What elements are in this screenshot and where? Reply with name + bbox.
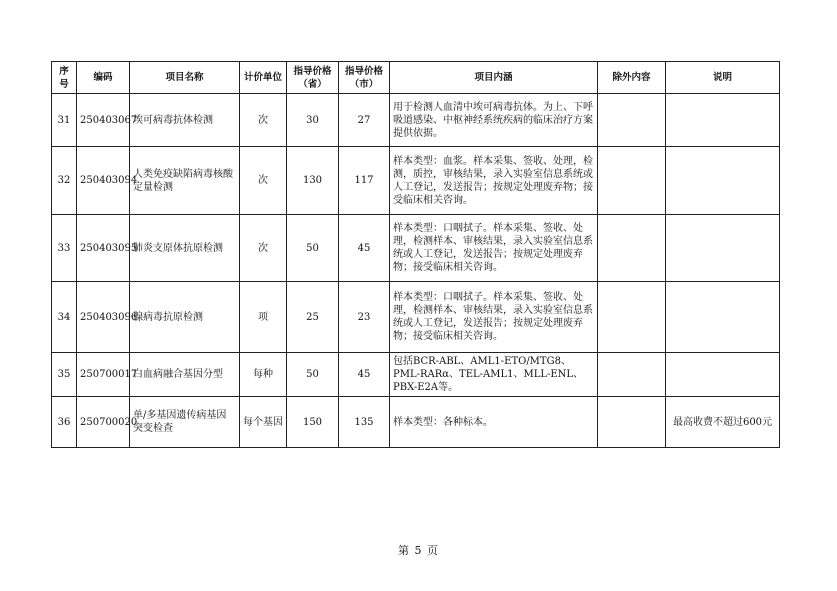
cell-content: 样本类型：各种标本。 <box>390 397 598 448</box>
table-row <box>52 94 780 147</box>
page-number: 第 5 页 <box>398 544 439 557</box>
cell-exclude <box>598 397 666 448</box>
cell-note <box>666 94 780 147</box>
cell-content: 样本类型：血浆。样本采集、签收、处理，检测，质控，审核结果，录入实验室信息系统或人工登记，发送报告；按规定处理废弃物；接受临床相关咨询。 <box>390 147 598 215</box>
cell-exclude <box>598 147 666 215</box>
header-exclude: 除外内容 <box>598 62 666 94</box>
cell-name: 腺病毒抗原检测 <box>130 282 240 353</box>
cell-price-prov: 130 <box>287 147 339 215</box>
cell-exclude <box>598 353 666 397</box>
cell-seq: 36 <box>52 397 77 448</box>
cell-code: 250403094 <box>77 147 130 215</box>
cell-unit: 每个基因 <box>240 397 287 448</box>
cell-unit: 次 <box>240 147 287 215</box>
header-code: 编码 <box>77 62 130 94</box>
cell-price-city: 45 <box>339 353 390 397</box>
cell-price-city: 117 <box>339 147 390 215</box>
cell-price-prov: 50 <box>287 215 339 282</box>
cell-seq: 32 <box>52 147 77 215</box>
cell-name: 人类免疫缺陷病毒核酸定量检测 <box>130 147 240 215</box>
cell-price-prov: 150 <box>287 397 339 448</box>
header-price-city: 指导价格（市） <box>339 62 390 94</box>
cell-unit: 次 <box>240 215 287 282</box>
cell-content: 样本类型：口咽拭子。样本采集、签收、处理，检测样本、审核结果，录入实验室信息系统或人工登记，发送报告；按规定处理废弃物；接受临床相关咨询。 <box>390 215 598 282</box>
cell-note <box>666 282 780 353</box>
header-seq: 序号 <box>52 62 77 94</box>
cell-name: 单/多基因遗传病基因突变检查 <box>130 397 240 448</box>
cell-note <box>666 353 780 397</box>
cell-content: 包括BCR-ABL、AML1-ETO/MTG8、PML-RARα、TEL-AML1、MLL-ENL、PBX-E2A等。 <box>390 353 598 397</box>
cell-unit: 项 <box>240 282 287 353</box>
table-row <box>52 147 780 215</box>
header-content: 项目内涵 <box>390 62 598 94</box>
cell-price-city: 27 <box>339 94 390 147</box>
cell-name: 埃可病毒抗体检测 <box>130 94 240 147</box>
header-price-prov: 指导价格（省） <box>287 62 339 94</box>
cell-price-prov: 25 <box>287 282 339 353</box>
header-unit: 计价单位 <box>240 62 287 94</box>
cell-note <box>666 215 780 282</box>
cell-note: 最高收费不超过600元 <box>666 397 780 448</box>
cell-name: 白血病融合基因分型 <box>130 353 240 397</box>
header-name: 项目名称 <box>130 62 240 94</box>
cell-name: 肺炎支原体抗原检测 <box>130 215 240 282</box>
price-table <box>51 61 780 448</box>
table-row <box>52 397 780 448</box>
table-row <box>52 215 780 282</box>
cell-code: 250403067 <box>77 94 130 147</box>
cell-seq: 35 <box>52 353 77 397</box>
cell-seq: 34 <box>52 282 77 353</box>
cell-code: 250700017 <box>77 353 130 397</box>
cell-content: 样本类型：口咽拭子。样本采集、签收、处理，检测样本、审核结果，录入实验室信息系统或人工登记，发送报告；按规定处理废弃物；接受临床相关咨询。 <box>390 282 598 353</box>
table-row <box>52 282 780 353</box>
header-row <box>52 62 780 94</box>
cell-seq: 33 <box>52 215 77 282</box>
cell-exclude <box>598 215 666 282</box>
cell-price-city: 23 <box>339 282 390 353</box>
cell-exclude <box>598 94 666 147</box>
cell-price-prov: 50 <box>287 353 339 397</box>
cell-exclude <box>598 282 666 353</box>
cell-unit: 每种 <box>240 353 287 397</box>
cell-seq: 31 <box>52 94 77 147</box>
cell-note <box>666 147 780 215</box>
cell-code: 250403095 <box>77 215 130 282</box>
cell-price-city: 45 <box>339 215 390 282</box>
cell-content: 用于检测人血清中埃可病毒抗体。为上、下呼吸道感染、中枢神经系统疾病的临床治疗方案提供依据。 <box>390 94 598 147</box>
cell-price-prov: 30 <box>287 94 339 147</box>
header-note: 说明 <box>666 62 780 94</box>
table-row <box>52 353 780 397</box>
cell-unit: 次 <box>240 94 287 147</box>
cell-price-city: 135 <box>339 397 390 448</box>
cell-code: 250700020 <box>77 397 130 448</box>
cell-code: 250403096 <box>77 282 130 353</box>
